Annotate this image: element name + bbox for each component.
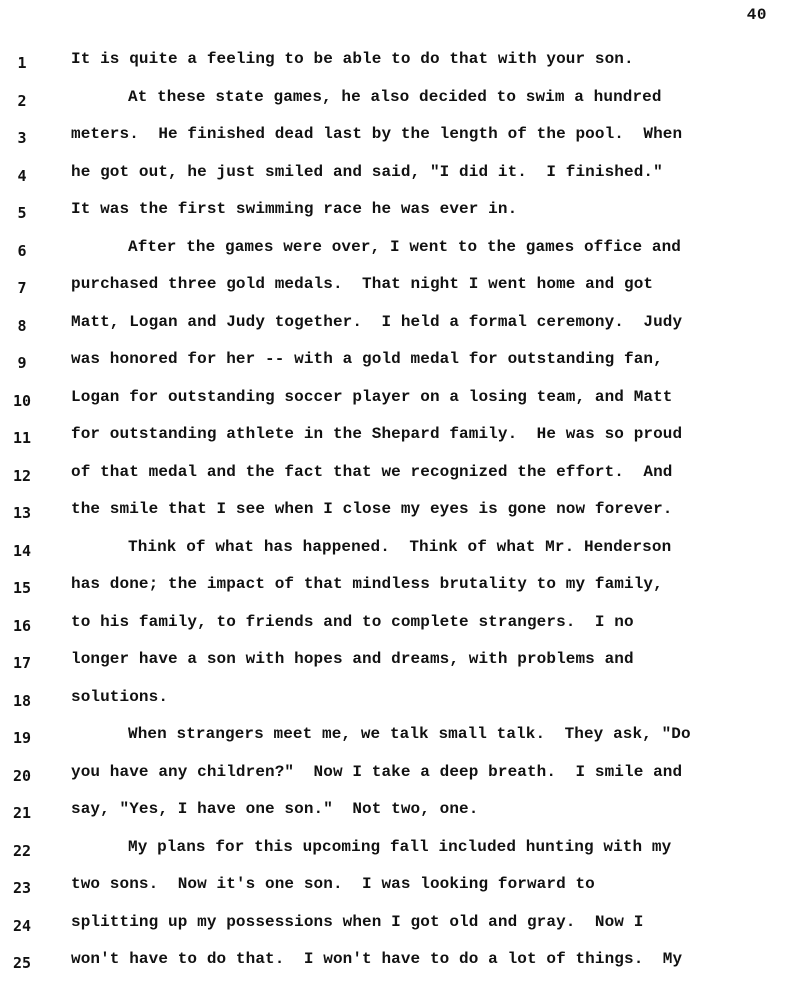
- line-number: 23: [12, 879, 32, 897]
- line-number: 3: [17, 129, 27, 147]
- line-text: the smile that I see when I close my eyes is gone now forever.: [71, 500, 673, 518]
- line-number: 4: [17, 166, 27, 185]
- line-number: 15: [12, 579, 32, 597]
- line-text: splitting up my possessions when I got old and gray. Now I: [71, 912, 644, 931]
- line-number: 17: [12, 654, 32, 672]
- line-text: After the games were over, I went to the games office and: [128, 237, 681, 256]
- transcript-lines: [0, 44, 795, 982]
- transcript-line: [0, 757, 795, 795]
- line-text: won't have to do that. I won't have to do a lot of things. My: [71, 950, 683, 968]
- transcript-line: [0, 457, 795, 495]
- line-number: 6: [17, 241, 27, 260]
- line-number: 10: [12, 391, 32, 410]
- line-number: 13: [12, 504, 32, 522]
- transcript-line: [0, 794, 795, 832]
- transcript-line: [0, 82, 795, 120]
- line-text: you have any children?" Now I take a deep breath. I smile and: [71, 762, 683, 781]
- line-text: Matt, Logan and Judy together. I held a formal ceremony. Judy: [71, 312, 683, 331]
- line-number: 20: [12, 766, 32, 785]
- line-number: 5: [17, 204, 27, 222]
- line-number: 18: [12, 691, 32, 710]
- transcript-line: [0, 157, 795, 195]
- line-number: 8: [17, 316, 27, 335]
- line-text: meters. He finished dead last by the length of the pool. When: [71, 125, 683, 143]
- line-text: for outstanding athlete in the Shepard family. He was so proud: [71, 425, 683, 443]
- line-text: purchased three gold medals. That night I went home and got: [71, 275, 654, 293]
- transcript-line: [0, 907, 795, 945]
- line-text: he got out, he just smiled and said, "I did it. I finished.": [71, 162, 663, 181]
- transcript-line: [0, 344, 795, 382]
- transcript-line: [0, 307, 795, 345]
- line-text: has done; the impact of that mindless brutality to my family,: [71, 575, 663, 593]
- transcript-line: [0, 569, 795, 607]
- transcript-line: [0, 719, 795, 757]
- transcript-line: [0, 532, 795, 570]
- line-number: 1: [17, 54, 27, 72]
- line-number: 9: [17, 354, 27, 372]
- transcript-line: [0, 382, 795, 420]
- line-number: 14: [12, 541, 32, 560]
- transcript-line: [0, 269, 795, 307]
- transcript-line: [0, 44, 795, 82]
- transcript-line: [0, 194, 795, 232]
- line-number: 7: [17, 279, 27, 297]
- transcript-line: [0, 682, 795, 720]
- line-text: It is quite a feeling to be able to do that with your son.: [71, 50, 634, 68]
- line-number: 11: [12, 429, 32, 447]
- line-text: It was the first swimming race he was ever in.: [71, 200, 518, 218]
- line-text: to his family, to friends and to complete strangers. I no: [71, 612, 634, 631]
- line-number: 24: [12, 916, 32, 935]
- line-number: 16: [12, 616, 32, 635]
- page-number: 40: [746, 6, 767, 24]
- line-number: 12: [12, 466, 32, 485]
- line-text: My plans for this upcoming fall included hunting with my: [128, 837, 672, 856]
- transcript-line: [0, 232, 795, 270]
- line-text: Logan for outstanding soccer player on a losing team, and Matt: [71, 387, 673, 406]
- line-text: of that medal and the fact that we recognized the effort. And: [71, 462, 673, 481]
- transcript-line: [0, 419, 795, 457]
- transcript-line: [0, 119, 795, 157]
- transcript-line: [0, 494, 795, 532]
- line-number: 25: [12, 954, 32, 972]
- line-text: longer have a son with hopes and dreams, with problems and: [71, 650, 634, 668]
- line-number: 22: [12, 841, 32, 860]
- transcript-line: [0, 832, 795, 870]
- line-text: two sons. Now it's one son. I was looking forward to: [71, 875, 595, 893]
- line-number: 2: [17, 91, 27, 110]
- transcript-line: [0, 607, 795, 645]
- line-text: At these state games, he also decided to swim a hundred: [128, 87, 662, 106]
- line-text: was honored for her -- with a gold medal for outstanding fan,: [71, 350, 663, 368]
- line-text: say, "Yes, I have one son." Not two, one.: [71, 800, 479, 818]
- transcript-line: [0, 644, 795, 682]
- transcript-line: [0, 944, 795, 982]
- line-text: solutions.: [71, 687, 169, 706]
- line-text: When strangers meet me, we talk small talk. They ask, "Do: [128, 725, 691, 743]
- line-number: 21: [12, 804, 32, 822]
- line-number: 19: [12, 729, 32, 747]
- transcript-line: [0, 869, 795, 907]
- line-text: Think of what has happened. Think of what Mr. Henderson: [128, 537, 672, 556]
